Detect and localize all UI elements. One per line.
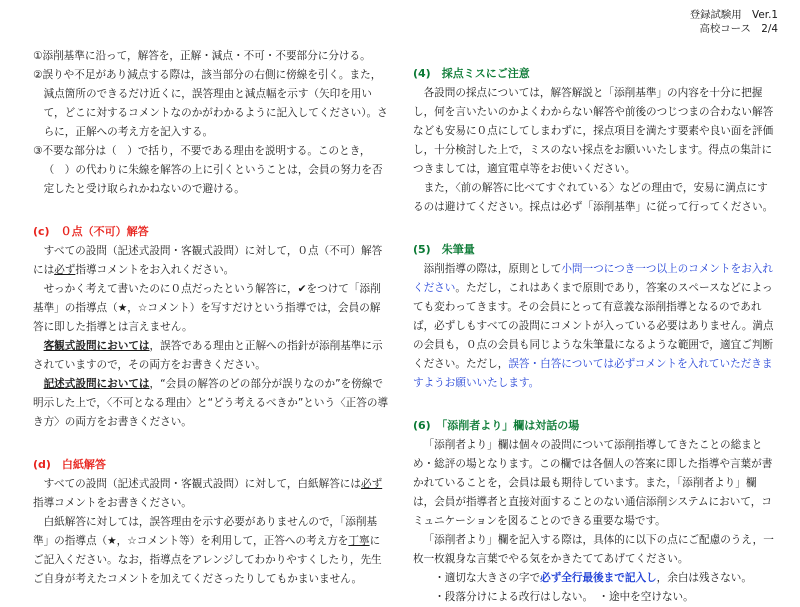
item-3: ③不要な部分は（ ）で括り，不要である理由を説明する。このとき，（ ）の代わりに朱線を解答の上に引くということは，会員の努力を否定したと受け取られかねないので避ける。 [33, 145, 383, 195]
item-2: ②誤りや不足があり減点する際は，該当部分の右側に傍線を引く。また，減点箇所のできるだけ近くに，誤答理由と減点幅を示す（矢印を用いて，どこに対するコメントなのかがわかるように記入してください）。さらに，正解への考え方を記入する。 [33, 69, 388, 138]
section-d-para-1: すべての設問（記述式設問・客観式設問）に対して，白紙解答には必ず指導コメントをお書きください。 [33, 478, 383, 509]
section-c-para-2: せっかく考えて書いたのに０点だったという解答に，✔をつけて「添削基準」の指導点（★，☆コメント）を写すだけという指導では，会員の解答に即した指導とは言えません。 [33, 283, 381, 333]
section-6-title: (6) 「添削者より」欄は対話の場 [413, 419, 580, 432]
section-4-title: (4) 採点ミスにご注意 [413, 67, 530, 80]
section-6-bullet-2: ・段落分けによる改行はしない。 ・途中を空けない。 [434, 591, 694, 603]
left-column [33, 47, 390, 589]
section-c-para-1: すべての設問（記述式設問・客観式設問）に対して，０点（不可）解答には必ず指導コメントをお入れください。 [33, 245, 383, 276]
item-1: ①添削基準に沿って，解答を，正解・減点・不可・不要部分に分ける。 [33, 50, 371, 62]
header-exam-version: 登録試験用 Ver.1 [689, 9, 778, 21]
section-6-para-2: 「添削者より」欄を記入する際は，具体的に以下の点にご配慮のうえ，一枚一枚親身な言葉でやる気をかきたててあげてください。 [413, 534, 774, 565]
page-header [690, 8, 778, 36]
section-4-para-2: また，〈前の解答に比べてすぐれている〉などの理由で，安易に満点にするのは避けてください。採点は必ず「添削基準」に従って行ってください。 [413, 182, 774, 213]
section-5-para-1: 添削指導の際は，原則として小問一つにつき一つ以上のコメントをお入れください。ただし，これはあくまで原則であり，答案のスペースなどによっても変わってきます。その会員にとって有意義な添削指導となるのであれば，必ずしもすべての設問にコメントが入っている必要はありません。満点の会員も，０点の会員も同じような朱筆量になるような範囲で，適宜ご判断ください。ただし，誤答・白答については必ずコメントを入れていただきますようお願いいたします。 [413, 263, 774, 389]
right-column [413, 64, 775, 607]
section-4-para-1: 各設問の採点については，解答解説と「添削基準」の内容を十分に把握し，何を言いたいのかよくわからない解答や前後のつじつまの合わない解答なども安易に０点にしてしまわずに，採点項目を満たす要素や良い面を評価し，十分検討した上で，ミスのない採点をお願いいたします。得点の集計につきましては，適宜電卓等をお使いください。 [413, 87, 774, 175]
header-course-page: 高校コース 2/4 [699, 23, 778, 35]
section-c-para-4: 記述式設問においては，“会員の解答のどの部分が誤りなのか”を傍線で明示した上で，〈不可となる理由〉と“どう考えるべきか”という〈正答の導き方〉の両方をお書きください。 [33, 378, 389, 428]
section-6-bullet-1: ・適切な大きさの字で必ず全行最後まで記入し，余白は残さない。 [434, 572, 752, 584]
section-6-para-1: 「添削者より」欄は個々の設問について添削指導してきたことの総まとめ・総評の場となります。この欄では各個人の答案に即した指導や言葉が書かれていることを，会員は最も期待しています。また，「添削者より」欄は，会員が指導者と直接対面することのない通信添削システムにおいて，コミュニケーションを図ることのできる重要な場です。 [413, 439, 773, 527]
section-c-para-3: 客観式設問においては，誤答である理由と正解への指針が添削基準に示されていますので，その両方をお書きください。 [33, 340, 383, 371]
section-c-title: (c) ０点（不可）解答 [33, 225, 149, 238]
section-d-title: (d) 白紙解答 [33, 458, 106, 471]
section-5-title: (5) 朱筆量 [413, 243, 475, 256]
section-d-para-2: 白紙解答に対しては，誤答理由を示す必要がありませんので，「添削基準」の指導点（★，☆コメント等）を利用して，正答への考え方を丁寧にご記入ください。なお，指導点をアレンジしてわかりやすくしたり，先生ご自身が考えたコメントを加えてくださったりしてもかまいません。 [33, 516, 382, 585]
